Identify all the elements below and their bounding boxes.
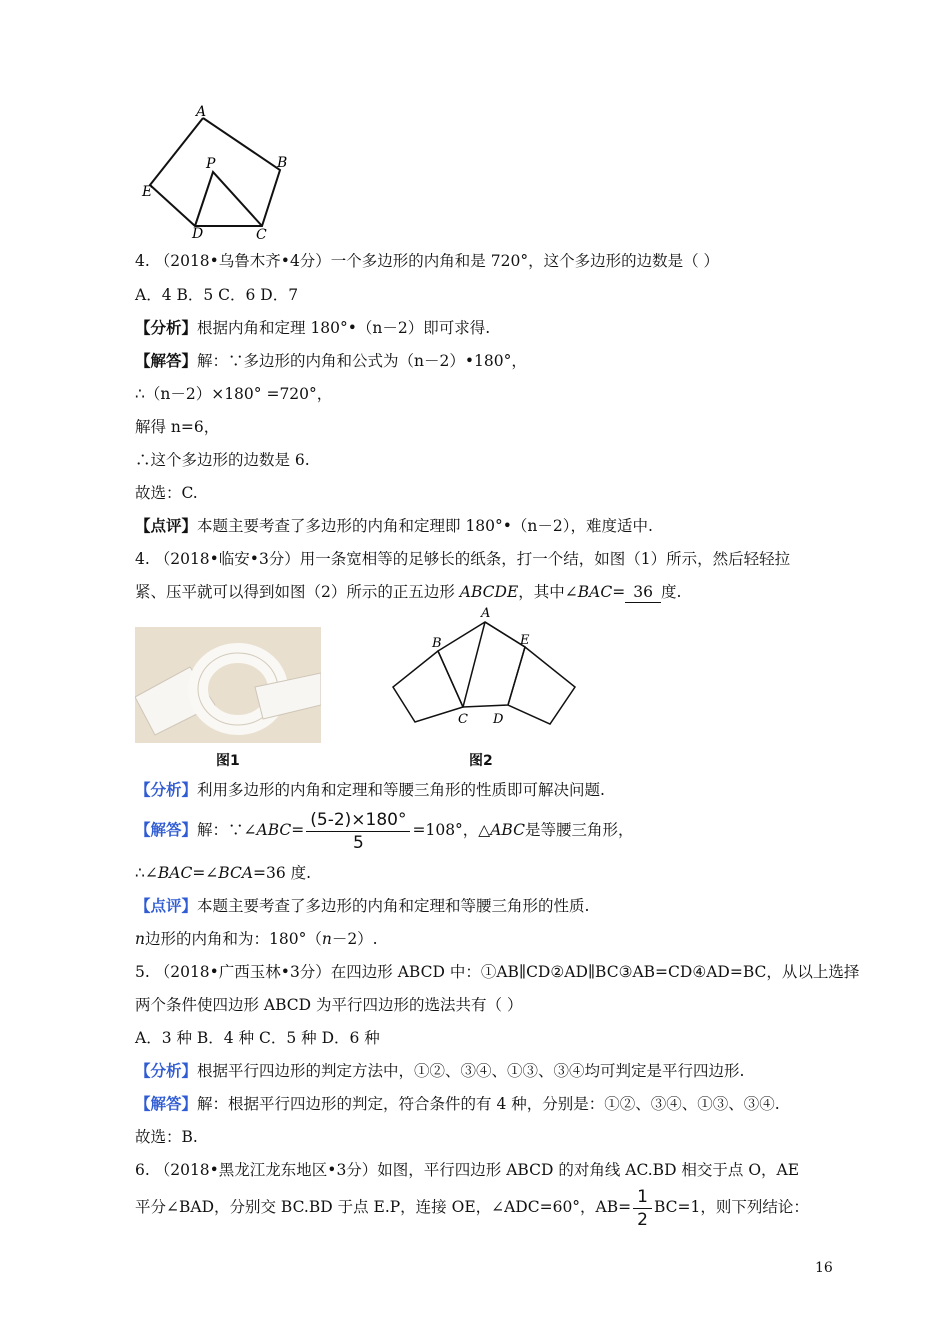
label-D: D	[192, 226, 204, 240]
label-E: E	[142, 184, 153, 200]
fig2-label-C: C	[458, 712, 468, 727]
answer-tag: 【解答】	[135, 351, 198, 370]
pentagon-figure	[140, 100, 300, 240]
q4a-comment: 【点评】本题主要考查了多边形的内角和定理即 180°•（n－2），难度适中.	[135, 516, 653, 535]
fraction: $\frac{1}{2}$	[633, 1186, 652, 1231]
q4b-comment: 【点评】本题主要考查了多边形的内角和定理和等腰三角形的性质.	[135, 896, 590, 915]
fraction: $\frac{(5-2)\times 180^\circ}{5}$	[306, 809, 410, 854]
paper-knot-image	[135, 627, 321, 743]
fig1-caption: 图1	[216, 753, 240, 769]
q4a-analysis: 【分析】根据内角和定理 180°•（n－2）即可求得.	[135, 318, 491, 337]
comment-tag: 【点评】	[135, 516, 198, 535]
comment-tag: 【点评】	[135, 896, 198, 915]
page-number: 16	[815, 1260, 833, 1276]
q4a-answer2: ∴（n－2）×180° =720°，	[135, 385, 333, 403]
q4b-analysis: 【分析】利用多边形的内角和定理和等腰三角形的性质即可解决问题.	[135, 780, 605, 799]
label-C: C	[256, 227, 267, 240]
answer-tag: 【解答】	[135, 1094, 198, 1113]
q4b-answer2: ∴∠BAC=∠BCA=36 度.	[135, 864, 312, 882]
q4a-answer5: 故选：C.	[135, 484, 198, 502]
q4a-stem: 4. （2018•乌鲁木齐•4分）一个多边形的内角和是 720°，这个多边形的边数是（ ）	[135, 252, 719, 270]
analysis-tag: 【分析】	[135, 318, 198, 337]
q5-stem2: 两个条件使四边形 ABCD 为平行四边形的选法共有（ ）	[135, 996, 523, 1014]
answer-tag: 【解答】	[135, 820, 198, 839]
label-A: A	[196, 104, 207, 120]
q6-stem2: 平分∠BAD，分别交 BC.BD 于点 E.P，连接 OE，∠ADC=60°，AB= $\frac{1}{2}$ BC=1，则下列结论：	[135, 1186, 809, 1230]
fig2-label-B: B	[432, 636, 442, 651]
q4b-stem1: 4. （2018•临安•3分）用一条宽相等的足够长的纸条，打一个结，如图（1）所示，然后轻轻拉	[135, 550, 791, 568]
q4a-answer1: 【解答】解：∵多边形的内角和公式为（n－2）•180°，	[135, 351, 527, 370]
label-B: B	[277, 155, 288, 171]
q4b-answer1: 【解答】解：∵∠ABC= $\frac{(5-2)\times 180^\circ}{5}$ =108°，△ABC是等腰三角形，	[135, 809, 634, 853]
q5-stem1: 5. （2018•广西玉林•3分）在四边形 ABCD 中：①AB∥CD②AD∥BC③AB=CD④AD=BC，从以上选择	[135, 963, 860, 981]
q4a-answer4: ∴这个多边形的边数是 6.	[135, 451, 310, 469]
analysis-tag: 【分析】	[135, 1061, 198, 1080]
fig2-caption: 图2	[469, 753, 493, 769]
label-P: P	[206, 156, 216, 172]
q5-answer2: 故选：B.	[135, 1128, 198, 1146]
pentagon-knot-figure	[385, 602, 585, 752]
q5-answer: 【解答】解：根据平行四边形的判定，符合条件的有 4 种，分别是：①②、③④、①③、③④.	[135, 1094, 780, 1113]
q5-analysis: 【分析】根据平行四边形的判定方法中，①②、③④、①③、③④均可判定是平行四边形.	[135, 1061, 745, 1080]
q6-stem1: 6. （2018•黑龙江龙东地区•3分）如图，平行四边形 ABCD 的对角线 AC.BD 相交于点 O，AE	[135, 1161, 800, 1179]
q5-options: A．3 种 B．4 种 C．5 种 D．6 种	[135, 1029, 380, 1047]
fig2-label-D: D	[493, 712, 504, 727]
q4a-answer3: 解得 n=6，	[135, 418, 220, 436]
fig2-label-E: E	[520, 633, 530, 648]
answer-blank: 36	[625, 582, 661, 603]
q4a-options: A．4 B．5 C．6 D．7	[135, 286, 299, 304]
q4b-comment2: n边形的内角和为：180°（n－2）.	[135, 930, 378, 948]
q4b-stem2: 紧、压平就可以得到如图（2）所示的正五边形 ABCDE，其中∠BAC= 36 度.	[135, 583, 682, 601]
analysis-tag: 【分析】	[135, 780, 198, 799]
fig2-label-A: A	[481, 606, 491, 621]
